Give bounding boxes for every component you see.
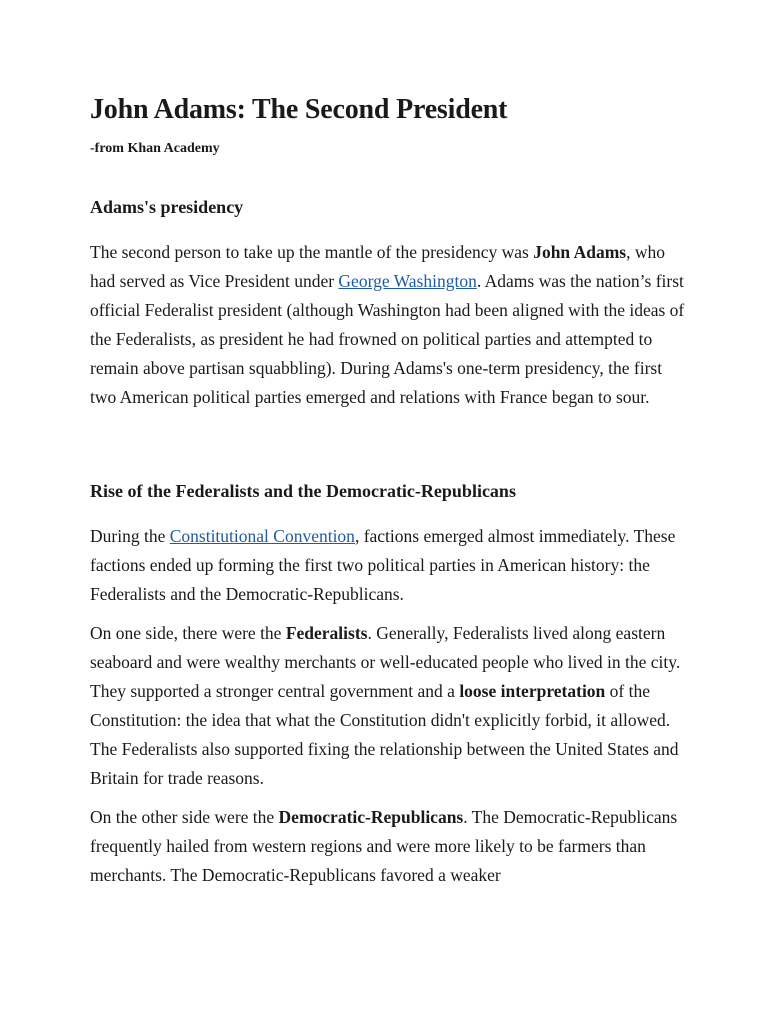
text-run: . Adams was the nation’s first official Federalist president (although Washington had been aligned with the ideas of the Federalists, as president he had frowned on political parties and attempted to remain above partisan squabbling). During Adams's one-term presidency, the first two American political parties emerged and relations with France began to sour. — [90, 271, 685, 407]
section-heading-adams-presidency: Adams's presidency — [90, 197, 244, 217]
text-run: , who had served as Vice President under — [90, 242, 665, 291]
bold-term-democratic-republicans: Democratic-Republicans — [278, 807, 464, 827]
paragraph-federalists — [90, 619, 690, 793]
document-body — [90, 92, 690, 890]
text-run: During the — [90, 526, 170, 546]
page-title: John Adams: The Second President — [90, 94, 508, 125]
link-constitutional-convention[interactable]: Constitutional Convention — [169, 526, 355, 546]
text-run: . Generally, Federalists lived along eastern seaboard and were wealthy merchants or well-educated people who lived in the city. They supported a stronger central government and a — [90, 623, 681, 701]
paragraph-adams-presidency — [90, 238, 690, 412]
link-george-washington[interactable]: George Washington — [338, 271, 477, 291]
bold-term-federalists: Federalists — [285, 623, 368, 643]
text-run: The second person to take up the mantle of the presidency was — [90, 242, 534, 262]
text-run: , factions emerged almost immediately. These factions ended up forming the first two political parties in American history: the Federalists and the Democratic-Republicans. — [90, 526, 676, 604]
paragraph-democratic-republicans — [90, 803, 690, 890]
text-run: of the Constitution: the idea that what the Constitution didn't explicitly forbid, it allowed. The Federalists also supported fixing the relationship between the United States and Britain for trade reasons. — [90, 681, 679, 788]
text-run: . The Democratic-Republicans frequently hailed from western regions and were more likely to be farmers than merchants. The Democratic-Republicans favored a weaker — [90, 807, 678, 885]
section-heading-rise-of-parties: Rise of the Federalists and the Democratic-Republicans — [90, 481, 516, 501]
bold-term-loose-interpretation: loose interpretation — [459, 681, 606, 701]
text-run: On the other side were the — [90, 807, 279, 827]
source-byline: -from Khan Academy — [90, 141, 220, 156]
paragraph-factions — [90, 522, 690, 609]
bold-term-john-adams: John Adams — [533, 242, 627, 262]
text-run: On one side, there were the — [90, 623, 286, 643]
